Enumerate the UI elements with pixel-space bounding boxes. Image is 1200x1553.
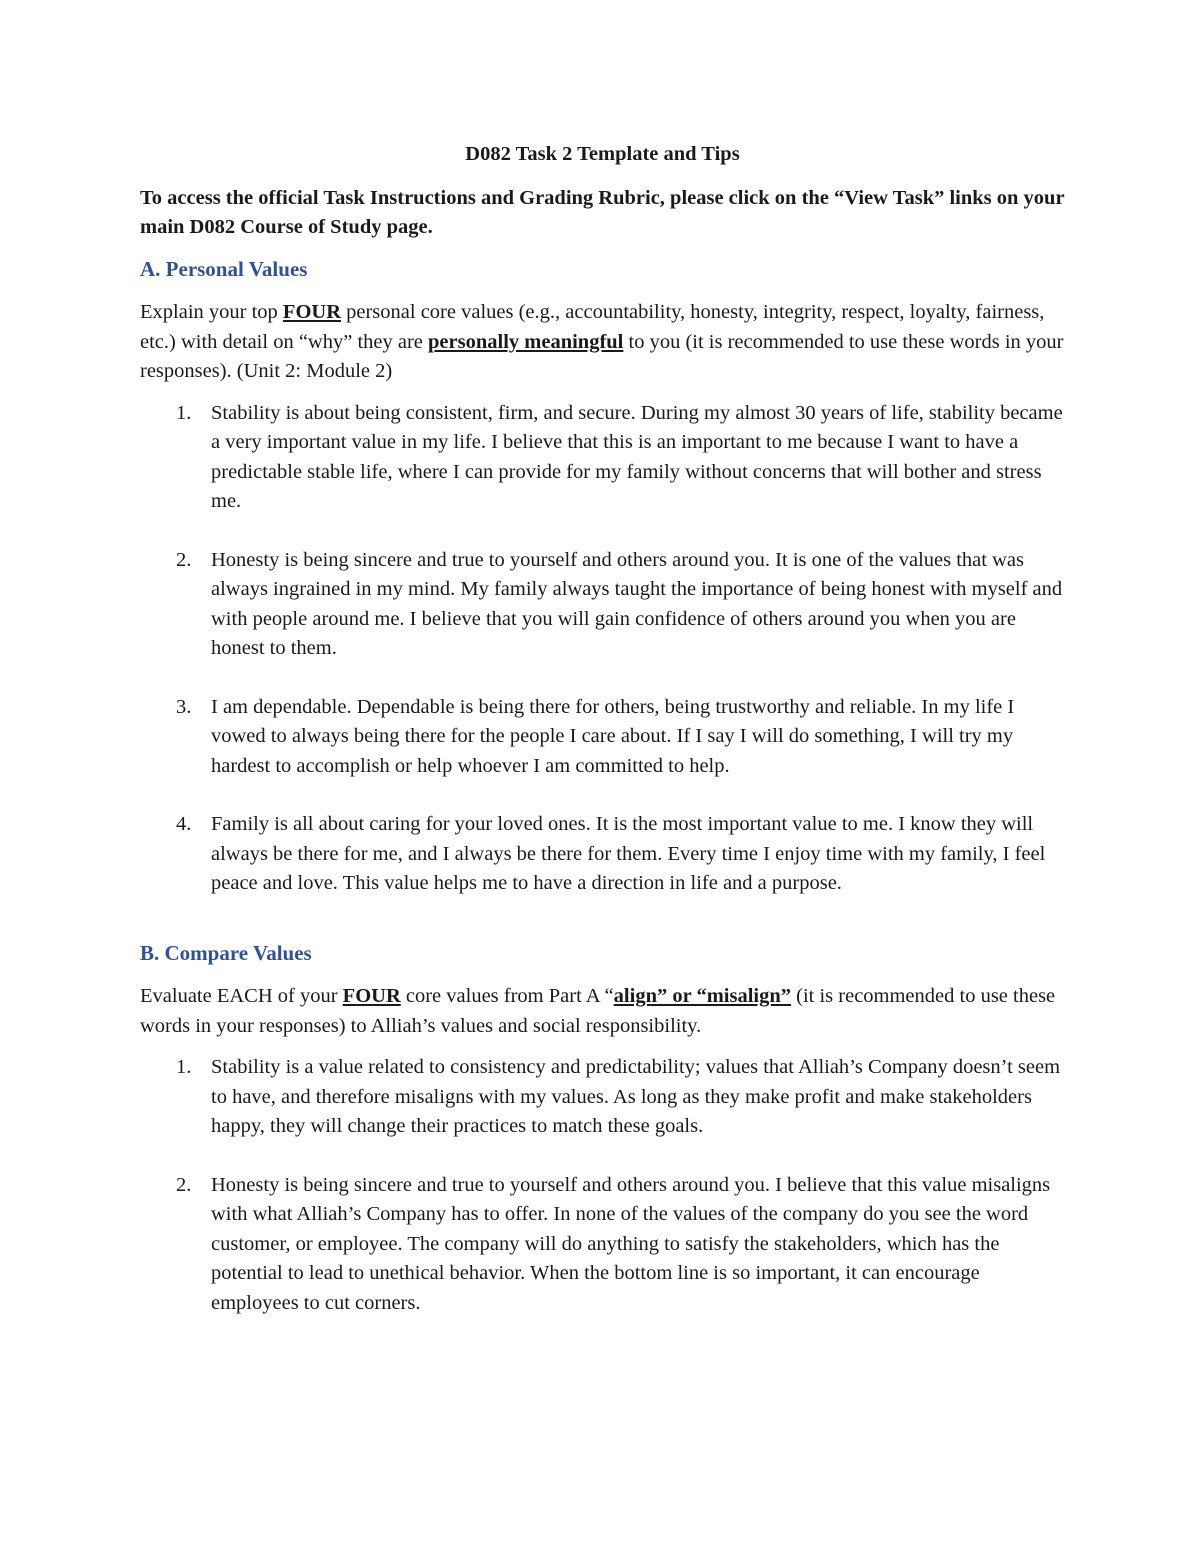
- section-b-prompt-emph1: FOUR: [342, 985, 401, 1007]
- list-item: [140, 1171, 1065, 1319]
- list-item-text: Family is all about caring for your loved ones. It is the most important value to me. I know they will always be there for me, and I always be there for them. Every time I enjoy time with my family, I feel peace and love. This value helps me to have a direction in life and a purpose.: [211, 813, 1046, 894]
- section-b-prompt-part3: (it is recommended to use these words in your responses) to Alliah’s values and social responsibility.: [140, 985, 1056, 1037]
- section-a-list: [140, 399, 1065, 899]
- list-item-number: 1.: [176, 1056, 192, 1078]
- list-item: [140, 1053, 1065, 1142]
- section-b-prompt-emph2: align” or “misalign”: [613, 985, 791, 1007]
- list-item: [140, 810, 1065, 899]
- list-item-number: 2.: [176, 548, 192, 571]
- section-b-prompt: [140, 982, 1065, 1041]
- section-a-prompt-emph1: FOUR: [282, 301, 341, 323]
- section-b-list: [140, 1053, 1065, 1318]
- list-item-text: Honesty is being sincere and true to yourself and others around you. It is one of the values that was always ingrained in my mind. My family always taught the importance of being honest with myself and with people around me. I believe that you will gain confidence of others around you when you are honest to them.: [211, 548, 1063, 659]
- document-title: D082 Task 2 Template and Tips: [465, 143, 740, 165]
- list-item-text: I am dependable. Dependable is being there for others, being trustworthy and reliable. In my life I vowed to always being there for the people I care about. If I say I will do something, I will try my hardest to accomplish or help whoever I am committed to help.: [211, 695, 1015, 777]
- intro-paragraph: To access the official Task Instructions and Grading Rubric, please click on the “View Task” links on your main D082 Course of Study page.: [140, 186, 1065, 238]
- list-item: [140, 693, 1065, 782]
- section-b-prompt-part1: Evaluate EACH of your: [140, 985, 343, 1007]
- list-item-number: 3.: [176, 695, 192, 718]
- list-item-text: Stability is about being consistent, firm, and secure. During my almost 30 years of life, stability became a very important value in my life. I believe that this is an important to me because I want to have a predictable stable life, where I can provide for my family without concerns that will bother and stress me.: [211, 401, 1063, 512]
- section-b-heading: B. Compare Values: [140, 940, 312, 965]
- list-item-number: 2.: [176, 1173, 192, 1196]
- list-item-text: Honesty is being sincere and true to yourself and others around you. I believe that this value misaligns with what Alliah’s Company has to offer. In none of the values of the company do you see the word customer, or employee. The company will do anything to satisfy the stakeholders, which has the potential to lead to unethical behavior. When the bottom line is so important, it can encourage employees to cut corners.: [211, 1173, 1051, 1314]
- document-page: [140, 140, 1065, 1347]
- section-a-prompt: [140, 298, 1065, 387]
- section-a-heading: A. Personal Values: [140, 256, 308, 281]
- list-item-number: 1.: [176, 401, 192, 424]
- section-a-prompt-part3: to you (it is recommended to use these words in your responses). (Unit 2: Module 2): [140, 330, 1064, 382]
- list-item: [140, 546, 1065, 664]
- section-a-prompt-part1: Explain your top: [140, 301, 283, 323]
- section-b-prompt-part2: core values from Part A “: [400, 985, 614, 1007]
- section-a-prompt-part2: personal core values (e.g., accountability, honesty, integrity, respect, loyalty, fairness, etc.) with detail on “why” they are: [140, 301, 1045, 353]
- list-item: [140, 399, 1065, 517]
- section-a-prompt-emph2: personally meaningful: [428, 330, 624, 353]
- list-item-text: Stability is a value related to consistency and predictability; values that Alliah’s Company doesn’t seem to have, and therefore misaligns with my values. As long as they make profit and make stakeholders happy, they will change their practices to match these goals.: [211, 1056, 1061, 1137]
- list-item-number: 4.: [176, 813, 192, 835]
